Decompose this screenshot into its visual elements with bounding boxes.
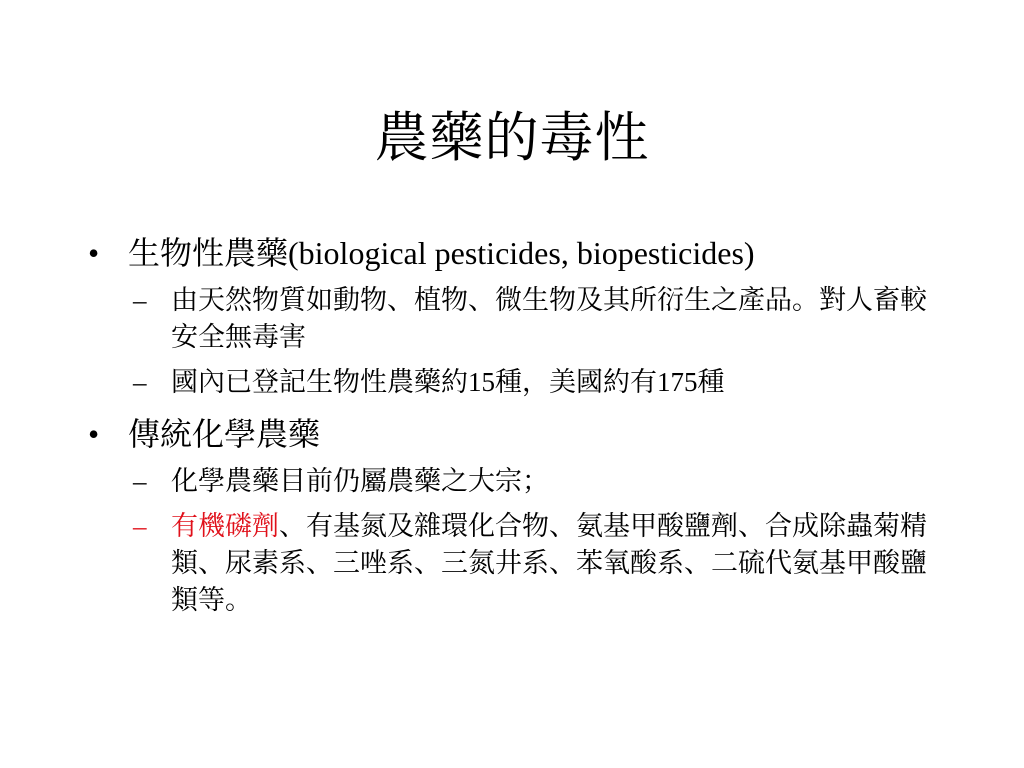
- bullet-biological-pesticides: [88, 228, 948, 278]
- sub-bullet-registration-count: [133, 364, 948, 401]
- bullet-conventional-chemical-pesticides: [88, 409, 948, 459]
- sub-bullet-pesticide-classes: [133, 508, 948, 619]
- slide-body: [88, 228, 948, 627]
- bullet-marker: •: [88, 416, 100, 452]
- sub-bullet-text: 化學農藥目前仍屬農藥之大宗；: [171, 466, 549, 496]
- slide-title: 農藥的毒性: [374, 108, 650, 168]
- bullet-marker: •: [88, 235, 100, 271]
- sub-bullet-majority: [133, 463, 948, 500]
- bullet-text: 生物性農藥(biological pesticides, biopesticides): [128, 235, 755, 271]
- dash-marker: –: [133, 511, 147, 541]
- sub-bullet-natural-sources: [133, 282, 948, 356]
- dash-marker: –: [133, 466, 147, 496]
- highlight-text-organophosphates: 有機磷劑: [171, 511, 279, 541]
- bullet-text: 傳統化學農藥: [128, 416, 321, 452]
- dash-marker: –: [133, 285, 147, 315]
- sub-bullet-text: 由天然物質如動物、植物、微生物及其所衍生之產品。對人畜較安全無毒害: [171, 285, 927, 352]
- sub-bullet-text: 國內已登記生物性農藥約15種，美國約有175種: [171, 367, 725, 397]
- sub-bullet-text: 、有基氮及雜環化合物、氨基甲酸鹽劑、合成除蟲菊精類、尿素系、三唑系、三氮井系、苯氧酸系、二硫代氨基甲酸鹽類等。: [171, 511, 927, 615]
- dash-marker: –: [133, 367, 147, 397]
